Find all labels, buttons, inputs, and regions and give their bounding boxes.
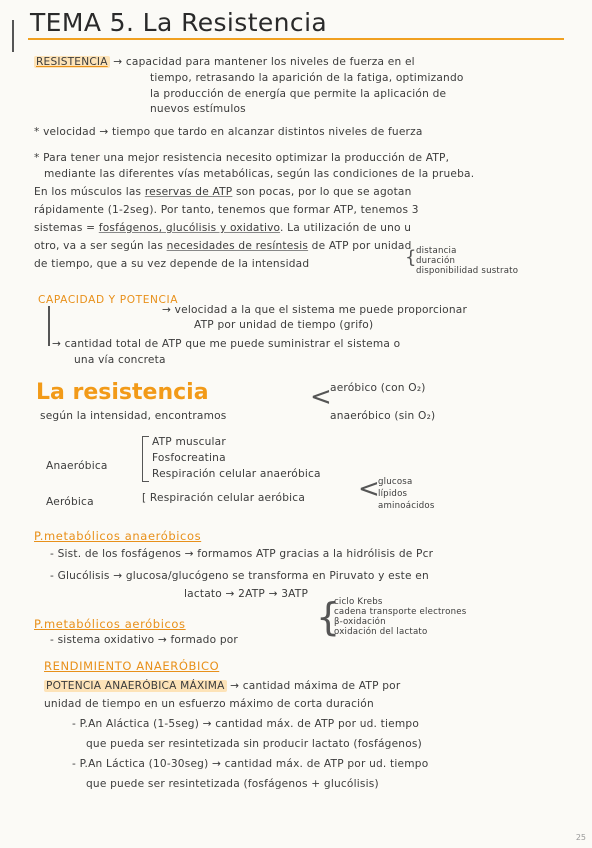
resistencia-definition-line-4: nuevos estímulos xyxy=(150,103,246,115)
paragraph-line-3: En los músculos las reservas de ATP son pocas, por lo que se agotan xyxy=(34,186,412,198)
margin-line xyxy=(12,20,14,52)
intensidad-brace: { xyxy=(405,247,417,268)
paragraph-line-7: de tiempo, que a su vez depende de la intensidad xyxy=(34,258,310,270)
lactica-line-2: que puede ser resintetizada (fosfágenos + glucólisis) xyxy=(86,778,379,790)
oxidativo-brace: { xyxy=(316,595,341,639)
sustrato-item: lípidos xyxy=(378,489,408,499)
lactica-line-1: - P.An Láctica (10-30seg) → cantidad máx. de ATP por ud. tiempo xyxy=(72,758,429,770)
anaerobica-bracket xyxy=(142,436,149,482)
capacidad-connector-line xyxy=(48,306,50,346)
anaerobica-item: Fosfocreatina xyxy=(152,452,226,464)
resistencia-definition-line-2: tiempo, retrasando la aparición de la fatiga, optimizando xyxy=(150,72,464,84)
intensidad-factor: duración xyxy=(416,256,456,266)
anaerobica-label: Anaeróbica xyxy=(46,460,108,472)
capacidad-definition-line-1: → cantidad total de ATP que me puede suministrar el sistema o xyxy=(52,338,401,350)
capacidad-potencia-heading: CAPACIDAD Y POTENCIA xyxy=(38,294,179,306)
p-anaerobicos-line-1: - Sist. de los fosfágenos → formamos ATP gracias a la hidrólisis de Pcr xyxy=(50,548,434,560)
intensidad-split-brace: < xyxy=(310,382,332,412)
potencia-definition-line-1: → velocidad a la que el sistema me puede proporcionar xyxy=(162,304,468,316)
paragraph-line-6: otro, va a ser según las necesidades de resíntesis de ATP por unidad xyxy=(34,240,412,252)
rendimiento-line-2: unidad de tiempo en un esfuerzo máximo de corta duración xyxy=(44,698,374,710)
rendimiento-line-1: POTENCIA ANAERÓBICA MÁXIMA → cantidad máxima de ATP por xyxy=(46,680,401,692)
paragraph-line-2: mediante las diferentes vías metabólicas, según las condiciones de la prueba. xyxy=(44,168,475,180)
velocidad-note: * velocidad → tiempo que tardo en alcanzar distintos niveles de fuerza xyxy=(34,126,423,138)
sustrato-item: glucosa xyxy=(378,477,413,487)
page-number: 25 xyxy=(575,833,586,842)
p-anaerobicos-line-3: lactato → 2ATP → 3ATP xyxy=(184,588,309,600)
oxidativo-item: oxidación del lactato xyxy=(334,627,428,637)
aerobica-label: Aeróbica xyxy=(46,496,94,508)
resistencia-term: RESISTENCIA xyxy=(36,56,108,68)
title-underline xyxy=(28,38,564,40)
sustrato-item: aminoácidos xyxy=(378,501,435,511)
oxidativo-item: β-oxidación xyxy=(334,617,386,627)
la-resistencia-heading: La resistencia xyxy=(36,380,209,405)
capacidad-definition-line-2: una vía concreta xyxy=(74,354,166,366)
resistencia-definition-line-3: la producción de energía que permite la aplicación de xyxy=(150,88,447,100)
p-aerobicos-heading: P.metabólicos aeróbicos xyxy=(34,617,186,631)
paragraph-line-4: rápidamente (1-2seg). Por tanto, tenemos que formar ATP, tenemos 3 xyxy=(34,204,419,216)
intensidad-factor: distancia xyxy=(416,246,457,256)
oxidativo-item: cadena transporte electrones xyxy=(334,607,467,617)
intensidad-factor: disponibilidad sustrato xyxy=(416,266,519,276)
anaerobica-item: ATP muscular xyxy=(152,436,226,448)
resistencia-definition-line-1: RESISTENCIA → capacidad para mantener los niveles de fuerza en el xyxy=(36,56,415,68)
aerobico-type: aeróbico (con O₂) xyxy=(330,382,426,394)
p-aerobicos-line-1: - sistema oxidativo → formado por xyxy=(50,634,238,646)
paragraph-line-5: sistemas = fosfágenos, glucólisis y oxidativo. La utilización de uno u xyxy=(34,222,412,234)
aerobica-brace: < xyxy=(358,474,380,504)
page-title: TEMA 5. La Resistencia xyxy=(30,8,328,37)
alactica-line-2: que pueda ser resintetizada sin producir lactato (fosfágenos) xyxy=(86,738,422,750)
intensidad-line: según la intensidad, encontramos xyxy=(40,410,227,422)
rendimiento-heading: RENDIMIENTO ANAERÓBICO xyxy=(44,659,220,673)
anaerobica-item: Respiración celular anaeróbica xyxy=(152,468,321,480)
p-anaerobicos-heading: P.metabólicos anaeróbicos xyxy=(34,529,202,543)
paragraph-line-1: * Para tener una mejor resistencia necesito optimizar la producción de ATP, xyxy=(34,152,450,164)
p-anaerobicos-line-2: - Glucólisis → glucosa/glucógeno se transforma en Piruvato y este en xyxy=(50,570,429,582)
anaerobico-type: anaeróbico (sin O₂) xyxy=(330,410,436,422)
oxidativo-item: ciclo Krebs xyxy=(334,597,383,607)
potencia-definition-line-2: ATP por unidad de tiempo (grifo) xyxy=(194,319,374,331)
alactica-line-1: - P.An Aláctica (1-5seg) → cantidad máx. de ATP por ud. tiempo xyxy=(72,718,420,730)
aerobica-item: [ Respiración celular aeróbica xyxy=(142,492,306,504)
potencia-maxima-term: POTENCIA ANAERÓBICA MÁXIMA xyxy=(46,680,225,692)
